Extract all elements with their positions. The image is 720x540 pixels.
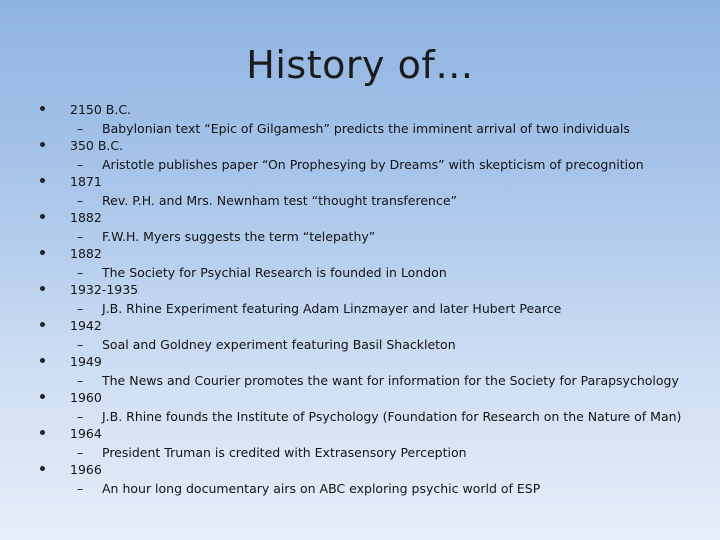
item-text: An hour long documentary airs on ABC exploring psychic world of ESP [102, 481, 541, 496]
dash-icon: – [77, 229, 84, 244]
list-item [0, 426, 720, 462]
item-year: 1871 [70, 174, 102, 189]
list-item [0, 174, 720, 210]
item-year: 350 B.C. [70, 138, 124, 153]
item-text: J.B. Rhine founds the Institute of Psychology (Foundation for Research on the Nature of Man) [102, 409, 682, 424]
list-item [0, 138, 720, 174]
item-year: 1949 [70, 354, 102, 369]
dash-icon: – [77, 337, 84, 352]
item-description [77, 373, 679, 389]
bullet-icon [40, 106, 45, 111]
item-description [77, 265, 447, 281]
item-year: 1960 [70, 390, 102, 405]
item-description [77, 157, 644, 173]
item-description [77, 121, 630, 137]
item-description [77, 409, 681, 425]
item-text: Aristotle publishes paper “On Prophesying by Dreams” with skepticism of precognition [102, 157, 644, 172]
bullet-icon [40, 178, 45, 183]
item-description [77, 445, 467, 461]
bullet-icon [40, 394, 45, 399]
item-description [77, 337, 456, 353]
item-description [77, 301, 561, 317]
item-text: President Truman is credited with Extrasensory Perception [102, 445, 467, 460]
list-item [0, 282, 720, 318]
slide-title: History of… [246, 43, 474, 87]
item-year: 2150 B.C. [70, 102, 132, 117]
item-year: 1942 [70, 318, 102, 333]
item-year: 1966 [70, 462, 102, 477]
bullet-icon [40, 430, 45, 435]
dash-icon: – [77, 193, 84, 208]
list-item [0, 210, 720, 246]
item-description [77, 229, 375, 245]
dash-icon: – [77, 373, 84, 388]
dash-icon: – [77, 265, 84, 280]
item-text: Soal and Goldney experiment featuring Basil Shackleton [102, 337, 456, 352]
item-text: Babylonian text “Epic of Gilgamesh” predicts the imminent arrival of two individuals [102, 121, 630, 136]
item-text: The News and Courier promotes the want for information for the Society for Parapsychology [102, 373, 679, 388]
item-text: The Society for Psychial Research is founded in London [102, 265, 447, 280]
item-text: J.B. Rhine Experiment featuring Adam Linzmayer and later Hubert Pearce [102, 301, 562, 316]
bullet-icon [40, 466, 45, 471]
item-description [77, 481, 540, 497]
dash-icon: – [77, 481, 84, 496]
dash-icon: – [77, 409, 84, 424]
item-description [77, 193, 457, 209]
bullet-icon [40, 214, 45, 219]
list-item [0, 462, 720, 498]
list-item [0, 354, 720, 390]
bullet-icon [40, 142, 45, 147]
item-year: 1882 [70, 246, 102, 261]
item-text: Rev. P.H. and Mrs. Newnham test “thought transference” [102, 193, 457, 208]
dash-icon: – [77, 121, 84, 136]
item-year: 1964 [70, 426, 102, 441]
list-item [0, 318, 720, 354]
bullet-icon [40, 322, 45, 327]
list-item [0, 390, 720, 426]
item-year: 1882 [70, 210, 102, 225]
dash-icon: – [77, 301, 84, 316]
item-year: 1932-1935 [70, 282, 139, 297]
dash-icon: – [77, 157, 84, 172]
bullet-icon [40, 250, 45, 255]
timeline-list [0, 102, 720, 498]
item-text: F.W.H. Myers suggests the term “telepathy” [102, 229, 376, 244]
bullet-icon [40, 358, 45, 363]
list-item [0, 102, 720, 138]
list-item [0, 246, 720, 282]
dash-icon: – [77, 445, 84, 460]
bullet-icon [40, 286, 45, 291]
